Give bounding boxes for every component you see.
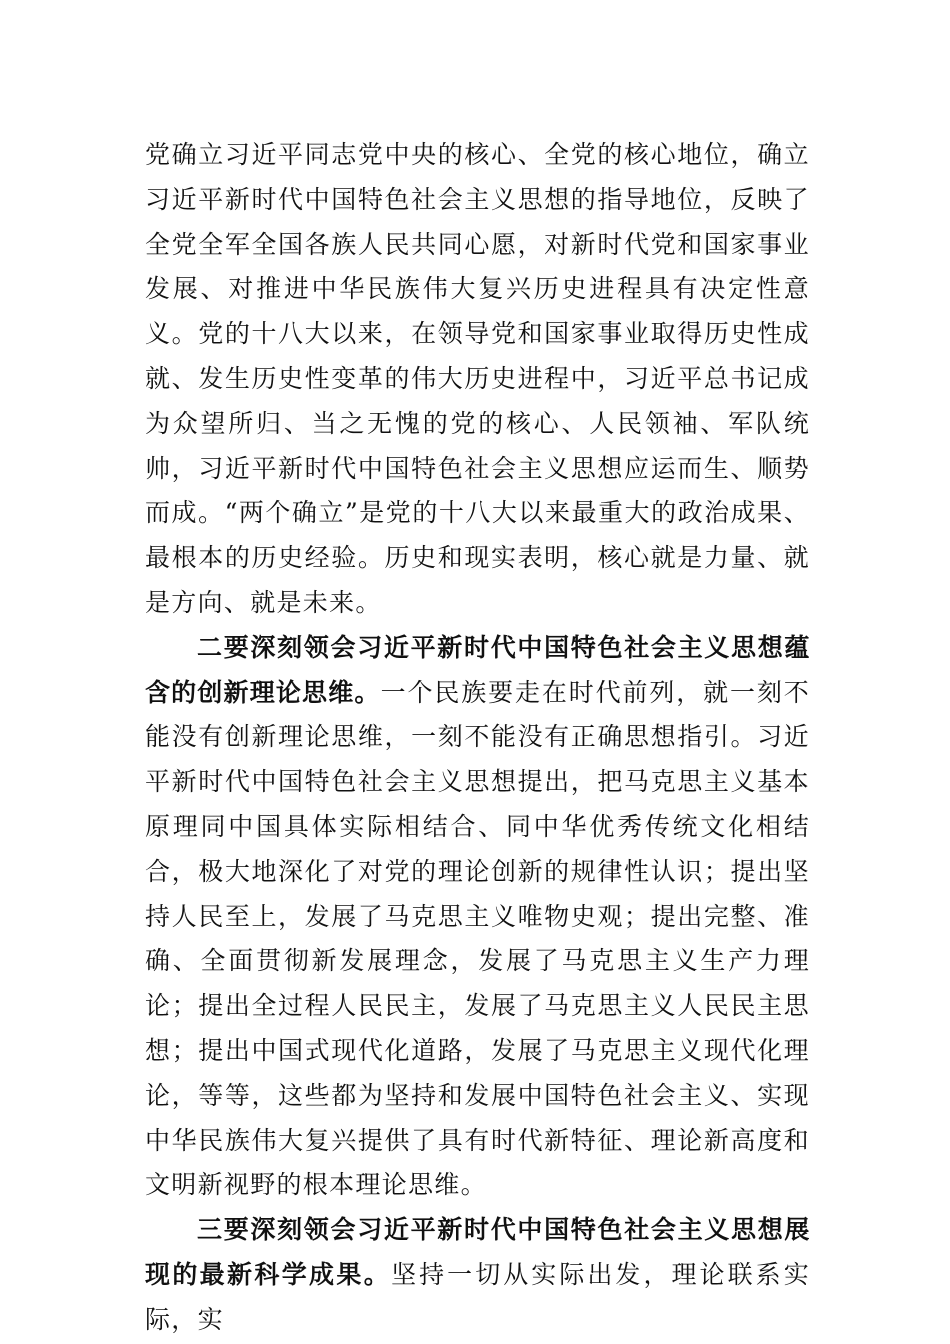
body-text <box>145 133 810 1343</box>
paragraph-1 <box>145 133 810 626</box>
paragraph-3-text: 坚持一切从实际出发，理论联系实际，实 <box>145 1259 810 1334</box>
paragraph-2-heading: 二要深刻领会习近平新时代中国特色社会主义思想蕴含的创新理论思维。 <box>145 632 810 707</box>
paragraph-3-heading: 三要深刻领会习近平新时代中国特色社会主义思想展现的最新科学成果。 <box>145 1215 810 1289</box>
paragraph-1-text: 党确立习近平同志党中央的核心、全党的核心地位，确立习近平新时代中国特色社会主义思想的指导地位，反映了全党全军全国各族人民共同心愿，对新时代党和国家事业发展、对推进中华民族伟大复兴历史进程具有决定性意义。党的十八大以来，在领导党和国家事业取得历史性成就、发生历史性变革的伟大历史进程中，习近平总书记成为众望所归、当之无愧的党的核心、人民领袖、军队统帅，习近平新时代中国特色社会主义思想应运而生、顺势而成。“两个确立”是党的十八大以来最重大的政治成果、最根本的历史经验。历史和现实表明，核心就是力量、就是方向、就是未来。 <box>145 140 810 617</box>
paragraph-2 <box>145 626 810 1208</box>
paragraph-3 <box>145 1208 810 1342</box>
paragraph-2-text: 一个民族要走在时代前列，就一刻不能没有创新理论思维，一刻不能没有正确思想指引。习近平新时代中国特色社会主义思想提出，把马克思主义基本原理同中国具体实际相结合、同中华优秀传统文化相结合，极大地深化了对党的理论创新的规律性认识；提出坚持人民至上，发展了马克思主义唯物史观；提出完整、准确、全面贯彻新发展理念，发展了马克思主义生产力理论；提出全过程人民民主，发展了马克思主义人民民主思想；提出中国式现代化道路，发展了马克思主义现代化理论，等等，这些都为坚持和发展中国特色社会主义、实现中华民族伟大复兴提供了具有时代新特征、理论新高度和文明新视野的根本理论思维。 <box>145 677 810 1200</box>
